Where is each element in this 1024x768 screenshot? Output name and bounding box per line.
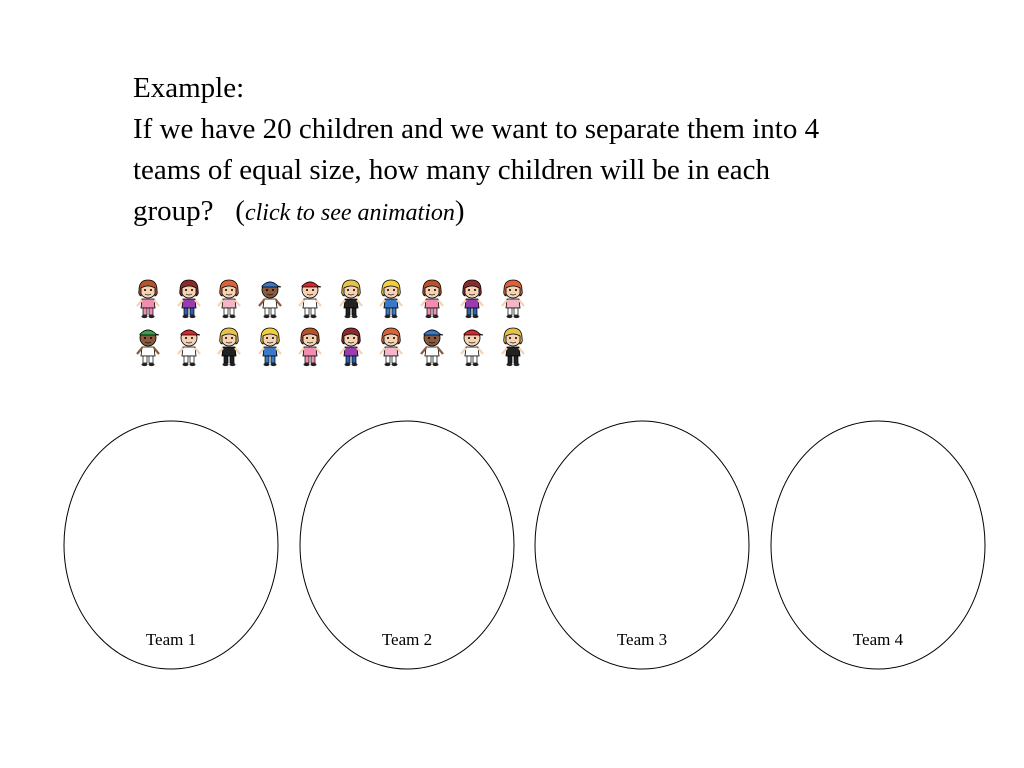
girl-red-hair-icon <box>374 325 408 367</box>
question-line-1: If we have 20 children and we want to separate them into 4 <box>133 113 820 145</box>
team-3-group <box>534 420 750 670</box>
boy-purple-shirt-icon <box>455 277 489 319</box>
girl-brown-hair-pink-dress-icon <box>293 325 327 367</box>
boy-baseball-red-cap-icon <box>455 325 489 367</box>
question-line-2: teams of equal size, how many children will be in each <box>133 154 770 186</box>
girl-brown-hair-pink-dress-icon <box>131 277 165 319</box>
kid-black-outfit-icon <box>212 325 246 367</box>
team-label: Team 2 <box>381 630 433 649</box>
girl-red-hair-icon <box>496 277 530 319</box>
kid-black-outfit-icon <box>496 325 530 367</box>
children-row-2 <box>131 325 571 369</box>
question-line-3-text: group? <box>133 195 214 227</box>
boy-baseball-red-cap-icon <box>293 277 327 319</box>
team-1-group <box>63 420 279 670</box>
girl-red-hair-icon <box>212 277 246 319</box>
boy-baseball-blue-cap-icon <box>253 277 287 319</box>
boy-purple-shirt-icon <box>172 277 206 319</box>
example-heading: Example: <box>133 72 245 104</box>
boy-baseball-red-cap-glove-icon <box>172 325 206 367</box>
team-label: Team 3 <box>616 630 668 649</box>
open-paren: ( <box>235 195 245 227</box>
boy-baseball-green-cap-icon <box>131 325 165 367</box>
girl-blonde-flowers-icon <box>253 325 287 367</box>
girl-blonde-flowers-icon <box>374 277 408 319</box>
click-to-see-animation-link[interactable]: click to see animation <box>244 200 455 226</box>
question-line-3 <box>133 191 963 234</box>
kid-black-outfit-icon <box>334 277 368 319</box>
team-4-group <box>770 420 986 670</box>
example-text <box>133 68 963 234</box>
close-paren: ) <box>454 195 465 227</box>
children-row-1 <box>131 277 571 321</box>
team-label: Team 1 <box>145 630 197 649</box>
boy-baseball-blue-cap-icon <box>415 325 449 367</box>
team-2-group <box>299 420 515 670</box>
boy-purple-shirt-icon <box>334 325 368 367</box>
girl-brown-hair-pink-dress-icon <box>415 277 449 319</box>
team-label: Team 4 <box>852 630 904 649</box>
